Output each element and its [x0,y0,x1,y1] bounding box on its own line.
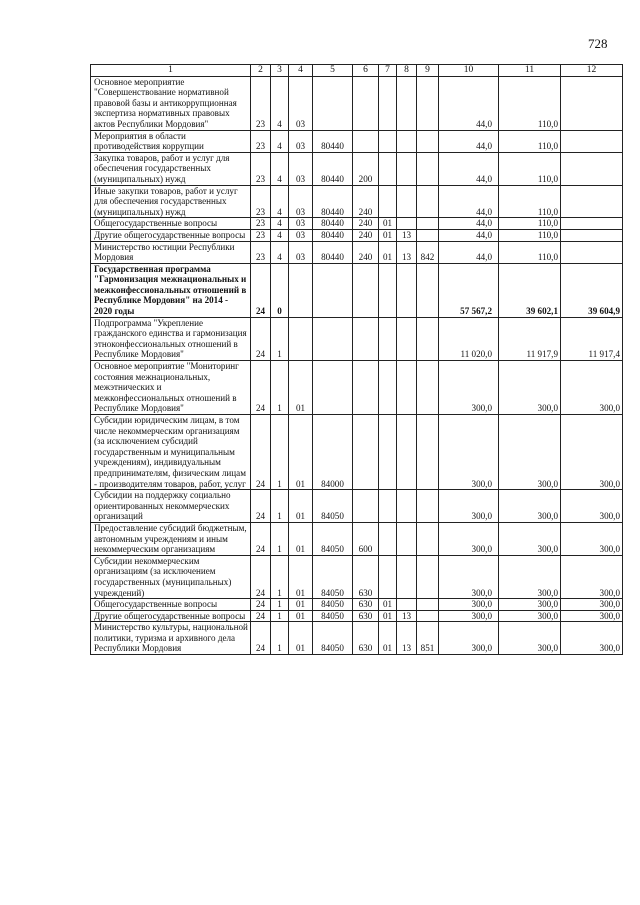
cell-gp: 23 [251,241,271,263]
cell-amount-2: 110,0 [499,229,561,241]
cell-grbs [417,599,439,611]
cell-amount-3: 300,0 [561,610,623,622]
cell-grbs [417,555,439,598]
cell-direction: 84050 [313,555,353,598]
cell-direction: 80440 [313,130,353,152]
cell-amount-2: 39 602,1 [499,263,561,317]
cell-rz: 01 [379,599,397,611]
cell-direction: 84050 [313,490,353,523]
cell-vr [353,317,379,360]
cell-pr [397,152,417,185]
cell-rz [379,185,397,218]
cell-amount-2: 110,0 [499,152,561,185]
cell-gp: 24 [251,415,271,490]
column-header: 7 [379,65,397,77]
row-name: Другие общегосударственные вопросы [91,229,251,241]
cell-pr [397,317,417,360]
row-name: Субсидии на поддержку социально ориентированных некоммерческих организаций [91,490,251,523]
cell-amount-3: 300,0 [561,599,623,611]
table-row [91,152,623,185]
cell-vr: 630 [353,555,379,598]
column-number-row [91,65,623,77]
cell-direction: 80440 [313,241,353,263]
cell-amount-3: 300,0 [561,555,623,598]
cell-grbs [417,130,439,152]
table-row [91,218,623,230]
cell-vr: 240 [353,229,379,241]
cell-gp: 24 [251,599,271,611]
cell-om: 03 [289,76,313,130]
cell-gp: 24 [251,522,271,555]
cell-grbs [417,415,439,490]
cell-pp: 1 [271,317,289,360]
column-header: 4 [289,65,313,77]
cell-direction: 84000 [313,415,353,490]
cell-amount-3: 300,0 [561,490,623,523]
cell-amount-3 [561,76,623,130]
cell-direction [313,317,353,360]
cell-amount-3 [561,185,623,218]
table-row [91,555,623,598]
table-row [91,185,623,218]
cell-direction [313,361,353,415]
cell-om: 01 [289,555,313,598]
cell-amount-2: 300,0 [499,555,561,598]
cell-rz: 01 [379,610,397,622]
cell-grbs [417,361,439,415]
cell-grbs [417,229,439,241]
cell-pp: 4 [271,229,289,241]
cell-amount-1: 300,0 [439,622,499,655]
cell-pr: 13 [397,622,417,655]
row-name: Закупка товаров, работ и услуг для обеспечения государственных (муниципальных) нужд [91,152,251,185]
cell-vr [353,130,379,152]
cell-amount-2: 300,0 [499,622,561,655]
cell-gp: 24 [251,361,271,415]
table-row [91,241,623,263]
cell-vr [353,415,379,490]
budget-table [90,64,623,655]
cell-gp: 24 [251,610,271,622]
cell-gp: 23 [251,152,271,185]
cell-gp: 23 [251,76,271,130]
cell-rz: 01 [379,241,397,263]
cell-om: 03 [289,130,313,152]
cell-om: 01 [289,522,313,555]
cell-amount-1: 300,0 [439,599,499,611]
cell-pp: 1 [271,610,289,622]
cell-grbs [417,522,439,555]
cell-direction: 80440 [313,152,353,185]
cell-grbs [417,610,439,622]
cell-om: 01 [289,599,313,611]
cell-om: 03 [289,241,313,263]
cell-pr [397,361,417,415]
cell-rz: 01 [379,218,397,230]
cell-pp: 1 [271,599,289,611]
cell-pr [397,218,417,230]
cell-direction [313,263,353,317]
cell-pp: 4 [271,130,289,152]
cell-pr: 13 [397,241,417,263]
cell-rz [379,415,397,490]
cell-amount-1: 300,0 [439,522,499,555]
table-row [91,622,623,655]
table-row [91,317,623,360]
column-header: 12 [561,65,623,77]
page-number: 728 [588,36,608,51]
cell-amount-1: 44,0 [439,76,499,130]
cell-vr: 240 [353,218,379,230]
cell-amount-2: 300,0 [499,490,561,523]
cell-pp: 4 [271,185,289,218]
column-header: 3 [271,65,289,77]
cell-rz [379,76,397,130]
cell-pp: 4 [271,76,289,130]
cell-amount-2: 300,0 [499,415,561,490]
cell-om: 01 [289,361,313,415]
cell-amount-1: 300,0 [439,490,499,523]
column-header: 9 [417,65,439,77]
cell-pr [397,76,417,130]
row-name: Субсидии некоммерческим организациям (за исключением государственных (муниципальных) учреждений) [91,555,251,598]
cell-amount-1: 300,0 [439,610,499,622]
cell-pr [397,599,417,611]
cell-amount-1: 44,0 [439,152,499,185]
table-row [91,361,623,415]
cell-direction [313,76,353,130]
row-name: Министерство юстиции Республики Мордовия [91,241,251,263]
cell-amount-3: 300,0 [561,361,623,415]
table-row [91,76,623,130]
cell-grbs: 842 [417,241,439,263]
cell-vr [353,490,379,523]
cell-direction: 84050 [313,610,353,622]
row-name: Государственная программа "Гармонизация межнациональных и межконфессиональных отношений в Республике Мордовия" на 2014 - 2020 годы [91,263,251,317]
cell-vr [353,263,379,317]
row-name: Подпрограмма "Укрепление гражданского единства и гармонизация этноконфессиональных отношений в Республике Мордовия" [91,317,251,360]
cell-rz: 01 [379,229,397,241]
row-name: Общегосударственные вопросы [91,218,251,230]
cell-pp: 0 [271,263,289,317]
cell-amount-1: 44,0 [439,130,499,152]
cell-pr [397,185,417,218]
table-row [91,522,623,555]
column-header: 11 [499,65,561,77]
row-name: Министерство культуры, национальной политики, туризма и архивного дела Республики Мордовия [91,622,251,655]
cell-pp: 4 [271,218,289,230]
cell-gp: 24 [251,317,271,360]
cell-amount-3 [561,130,623,152]
cell-amount-3: 300,0 [561,415,623,490]
cell-grbs [417,185,439,218]
cell-amount-2: 300,0 [499,599,561,611]
cell-om: 01 [289,490,313,523]
cell-vr: 600 [353,522,379,555]
row-name: Другие общегосударственные вопросы [91,610,251,622]
cell-amount-1: 44,0 [439,241,499,263]
cell-vr: 240 [353,185,379,218]
cell-om: 01 [289,415,313,490]
cell-pp: 1 [271,555,289,598]
cell-amount-1: 44,0 [439,229,499,241]
cell-amount-3: 11 917,4 [561,317,623,360]
table-row [91,263,623,317]
column-header: 1 [91,65,251,77]
cell-rz: 01 [379,622,397,655]
cell-direction: 84050 [313,522,353,555]
cell-rz [379,130,397,152]
cell-grbs [417,76,439,130]
cell-amount-3: 300,0 [561,522,623,555]
cell-amount-2: 110,0 [499,185,561,218]
cell-amount-1: 44,0 [439,218,499,230]
cell-direction: 84050 [313,622,353,655]
cell-amount-2: 110,0 [499,130,561,152]
cell-gp: 24 [251,263,271,317]
table-row [91,610,623,622]
cell-direction: 80440 [313,229,353,241]
cell-amount-1: 300,0 [439,415,499,490]
cell-om: 03 [289,218,313,230]
cell-pp: 4 [271,241,289,263]
cell-amount-2: 110,0 [499,76,561,130]
cell-pr [397,490,417,523]
column-header: 10 [439,65,499,77]
cell-rz [379,152,397,185]
cell-grbs: 851 [417,622,439,655]
row-name: Иные закупки товаров, работ и услуг для обеспечения государственных (муниципальных) нужд [91,185,251,218]
cell-rz [379,361,397,415]
table-row [91,415,623,490]
cell-amount-1: 57 567,2 [439,263,499,317]
cell-rz [379,490,397,523]
cell-direction: 80440 [313,185,353,218]
cell-pp: 4 [271,152,289,185]
cell-amount-2: 300,0 [499,361,561,415]
cell-pr [397,130,417,152]
cell-gp: 24 [251,555,271,598]
cell-gp: 24 [251,490,271,523]
cell-grbs [417,317,439,360]
cell-amount-1: 44,0 [439,185,499,218]
cell-amount-1: 300,0 [439,555,499,598]
cell-om: 03 [289,152,313,185]
cell-pr [397,555,417,598]
cell-vr: 630 [353,610,379,622]
row-name: Общегосударственные вопросы [91,599,251,611]
cell-vr: 240 [353,241,379,263]
cell-vr: 630 [353,622,379,655]
cell-pp: 1 [271,522,289,555]
cell-vr [353,76,379,130]
cell-gp: 23 [251,218,271,230]
cell-rz [379,522,397,555]
cell-om: 01 [289,610,313,622]
cell-pp: 1 [271,415,289,490]
table-row [91,130,623,152]
cell-grbs [417,263,439,317]
cell-om: 03 [289,185,313,218]
cell-rz [379,317,397,360]
cell-amount-1: 11 020,0 [439,317,499,360]
cell-amount-3 [561,218,623,230]
cell-amount-3 [561,152,623,185]
cell-direction: 84050 [313,599,353,611]
cell-om [289,263,313,317]
cell-amount-1: 300,0 [439,361,499,415]
cell-gp: 23 [251,185,271,218]
table-row [91,490,623,523]
row-name: Мероприятия в области противодействия коррупции [91,130,251,152]
cell-om [289,317,313,360]
cell-amount-3 [561,229,623,241]
cell-vr: 630 [353,599,379,611]
cell-pr [397,522,417,555]
cell-pr [397,263,417,317]
cell-rz [379,263,397,317]
row-name: Основное мероприятие "Совершенствование нормативной правовой базы и антикоррупционная экспертиза нормативных правовых актов Республики Мордовия" [91,76,251,130]
column-header: 6 [353,65,379,77]
cell-om: 03 [289,229,313,241]
cell-vr: 200 [353,152,379,185]
cell-vr [353,361,379,415]
column-header: 5 [313,65,353,77]
cell-rz [379,555,397,598]
cell-amount-2: 300,0 [499,522,561,555]
cell-gp: 23 [251,130,271,152]
row-name: Субсидии юридическим лицам, в том числе некоммерческим организациям (за исключением субсидий государственным и муниципальным учреждениям), индивидуальным предпринимателям, физическим лицам - производителям товаров, работ, услуг [91,415,251,490]
cell-amount-2: 300,0 [499,610,561,622]
table-row [91,599,623,611]
cell-direction: 80440 [313,218,353,230]
row-name: Предоставление субсидий бюджетным, автономным учреждениям и иным некоммерческим организациям [91,522,251,555]
cell-amount-2: 110,0 [499,218,561,230]
cell-amount-2: 11 917,9 [499,317,561,360]
column-header: 2 [251,65,271,77]
cell-amount-3: 39 604,9 [561,263,623,317]
table-row [91,229,623,241]
cell-pr: 13 [397,610,417,622]
cell-amount-2: 110,0 [499,241,561,263]
cell-amount-3 [561,241,623,263]
cell-gp: 23 [251,229,271,241]
cell-pr [397,415,417,490]
cell-grbs [417,490,439,523]
row-name: Основное мероприятие "Мониторинг состояния межнациональных, межэтнических и межконфессиональных отношений в Республике Мордовия" [91,361,251,415]
cell-grbs [417,152,439,185]
cell-amount-3: 300,0 [561,622,623,655]
cell-pp: 1 [271,622,289,655]
column-header: 8 [397,65,417,77]
cell-pr: 13 [397,229,417,241]
cell-gp: 24 [251,622,271,655]
cell-grbs [417,218,439,230]
cell-pp: 1 [271,490,289,523]
cell-om: 01 [289,622,313,655]
cell-pp: 1 [271,361,289,415]
